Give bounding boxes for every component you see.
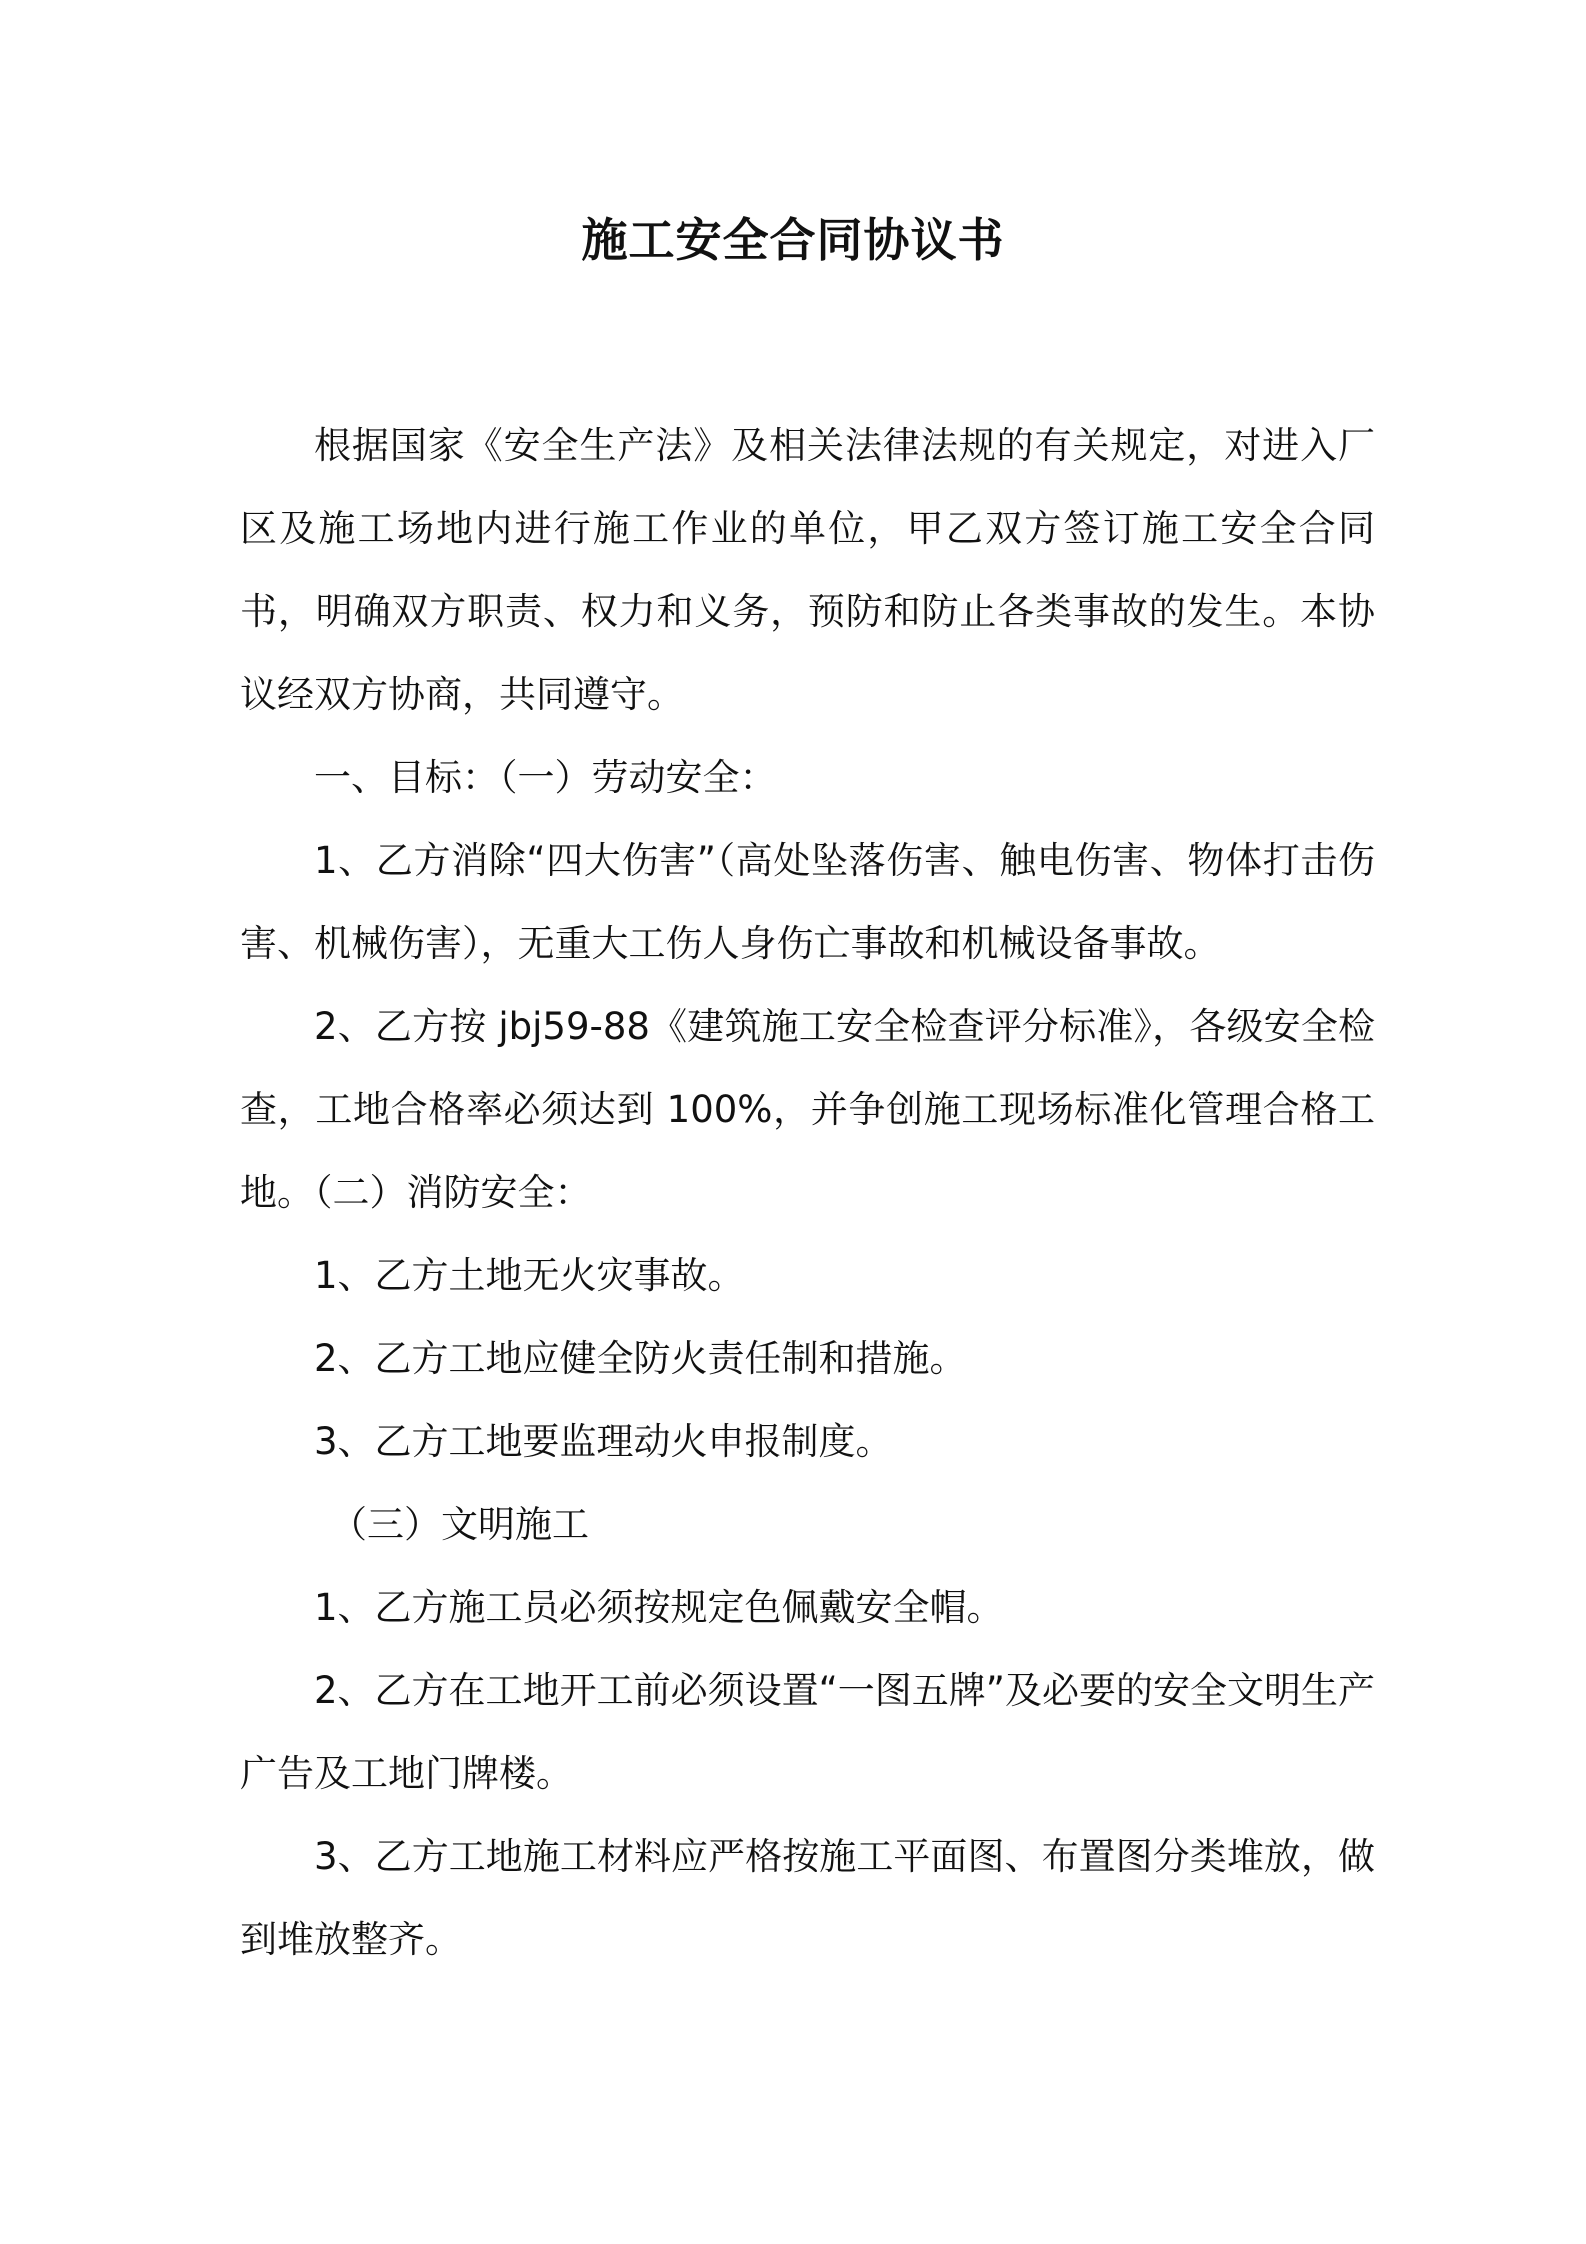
document-title: 施工安全合同协议书 [581,213,1005,267]
paragraph-fire-item-2: 2、乙方工地应健全防火责任制和措施。 [314,1337,967,1380]
paragraph-labor-item-1: 1、乙方消除“四大伤害”（高处坠落伤害、触电伤害、物体打击伤害、机械伤害），无重大工伤人身伤亡事故和机械设备事故。 [240,839,1375,965]
paragraph-section-goal: 一、目标：（一）劳动安全： [314,756,777,799]
paragraph-section-civilized: （三）文明施工 [330,1503,589,1546]
paragraph-civilized-item-1: 1、乙方施工员必须按规定色佩戴安全帽。 [314,1586,1004,1629]
paragraph-fire-item-1: 1、乙方土地无火灾事故。 [314,1254,745,1297]
paragraph-labor-item-2: 2、乙方按 jbj59-88《建筑施工安全检查评分标准》，各级安全检查，工地合格率必须达到 100%，并争创施工现场标准化管理合格工地。（二）消防安全： [240,1005,1375,1214]
paragraph-intro: 根据国家《安全生产法》及相关法律法规的有关规定，对进入厂区及施工场地内进行施工作业的单位，甲乙双方签订施工安全合同书，明确双方职责、权力和义务，预防和防止各类事故的发生。本协议经双方协商，共同遵守。 [240,424,1375,716]
paragraph-fire-item-3: 3、乙方工地要监理动火申报制度。 [314,1420,893,1463]
paragraph-civilized-item-3: 3、乙方工地施工材料应严格按施工平面图、布置图分类堆放，做到堆放整齐。 [240,1835,1375,1961]
document-body [240,404,1375,1981]
paragraph-civilized-item-2: 2、乙方在工地开工前必须设置“一图五牌”及必要的安全文明生产广告及工地门牌楼。 [240,1669,1375,1795]
